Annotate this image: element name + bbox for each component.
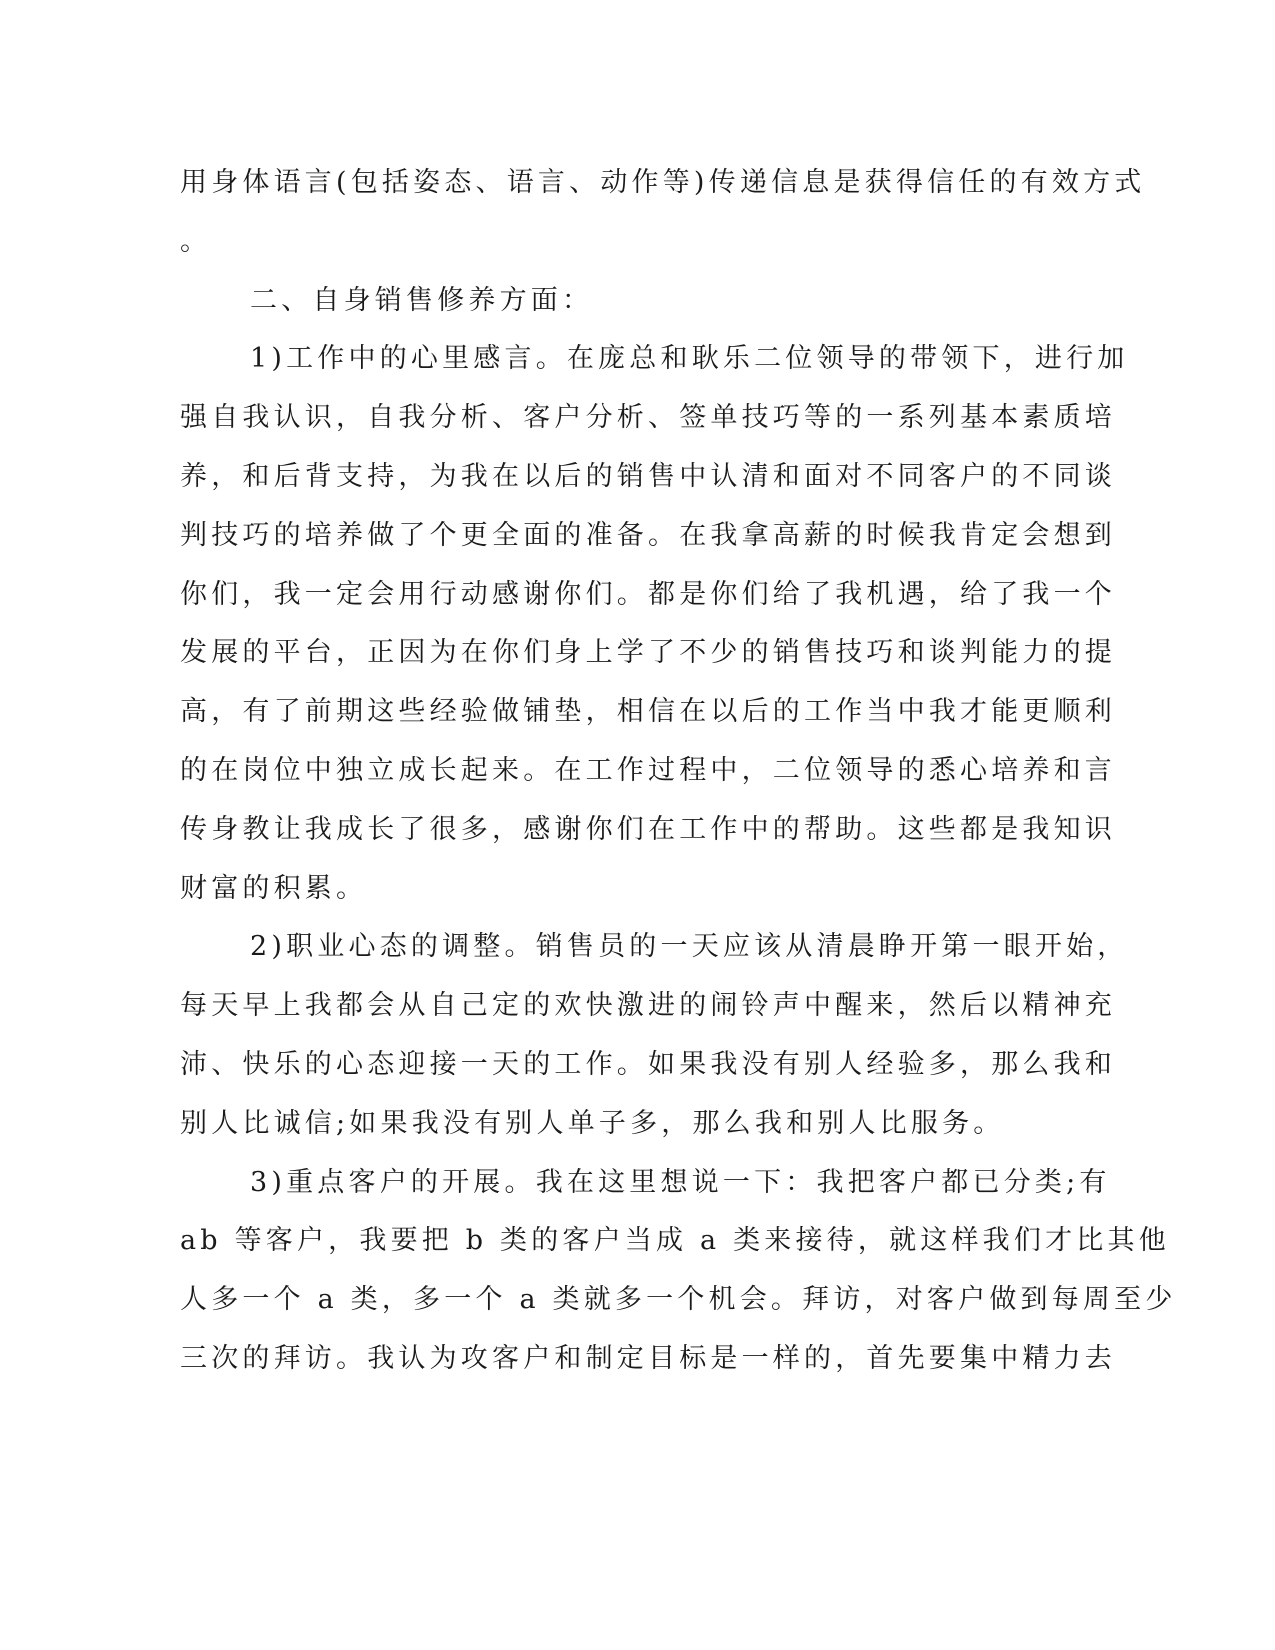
text-line: 三次的拜访。我认为攻客户和制定目标是一样的，首先要集中精力去 <box>180 1342 1116 1374</box>
text-line: 沛、快乐的心态迎接一天的工作。如果我没有别人经验多，那么我和 <box>180 1048 1116 1080</box>
text-line: 高，有了前期这些经验做铺垫，相信在以后的工作当中我才能更顺利 <box>180 696 1116 728</box>
text-line: 别人比诚信;如果我没有别人单子多，那么我和别人比服务。 <box>180 1107 1005 1139</box>
text-line: 财富的积累。 <box>180 872 368 904</box>
text-line: 人多一个 a 类，多一个 a 类就多一个机会。拜访，对客户做到每周至少 <box>180 1284 1177 1316</box>
text-line: 用身体语言(包括姿态、语言、动作等)传递信息是获得信任的有效方式 <box>180 167 1146 198</box>
text-line: 你们，我一定会用行动感谢你们。都是你们给了我机遇，给了我一个 <box>180 578 1116 610</box>
text-line: 3)重点客户的开展。我在这里想说一下：我把客户都已分类;有 <box>250 1166 1111 1198</box>
text-line: 的在岗位中独立成长起来。在工作过程中，二位领导的悉心培养和言 <box>180 754 1116 786</box>
text-line: 养，和后背支持，为我在以后的销售中认清和面对不同客户的不同谈 <box>180 460 1116 492</box>
text-line: 传身教让我成长了很多，感谢你们在工作中的帮助。这些都是我知识 <box>180 813 1116 845</box>
text-line: 判技巧的培养做了个更全面的准备。在我拿高薪的时候我肯定会想到 <box>180 519 1116 551</box>
text-line: 1)工作中的心里感言。在庞总和耿乐二位领导的带领下，进行加 <box>250 343 1129 375</box>
text-line: 强自我认识，自我分析、客户分析、签单技巧等的一系列基本素质培 <box>180 402 1116 434</box>
text-line: 二、自身销售修养方面： <box>250 284 594 316</box>
document-body <box>180 154 1177 1389</box>
document-page <box>180 154 1177 1389</box>
text-line: ab 等客户，我要把 b 类的客户当成 a 类来接待，就这样我们才比其他 <box>180 1225 1170 1257</box>
text-line: 每天早上我都会从自己定的欢快激进的闹铃声中醒来，然后以精神充 <box>180 990 1116 1022</box>
text-line: 发展的平台，正因为在你们身上学了不少的销售技巧和谈判能力的提 <box>180 637 1116 669</box>
text-line: 2)职业心态的调整。销售员的一天应该从清晨睁开第一眼开始， <box>250 931 1129 963</box>
text-line: 。 <box>180 225 212 257</box>
